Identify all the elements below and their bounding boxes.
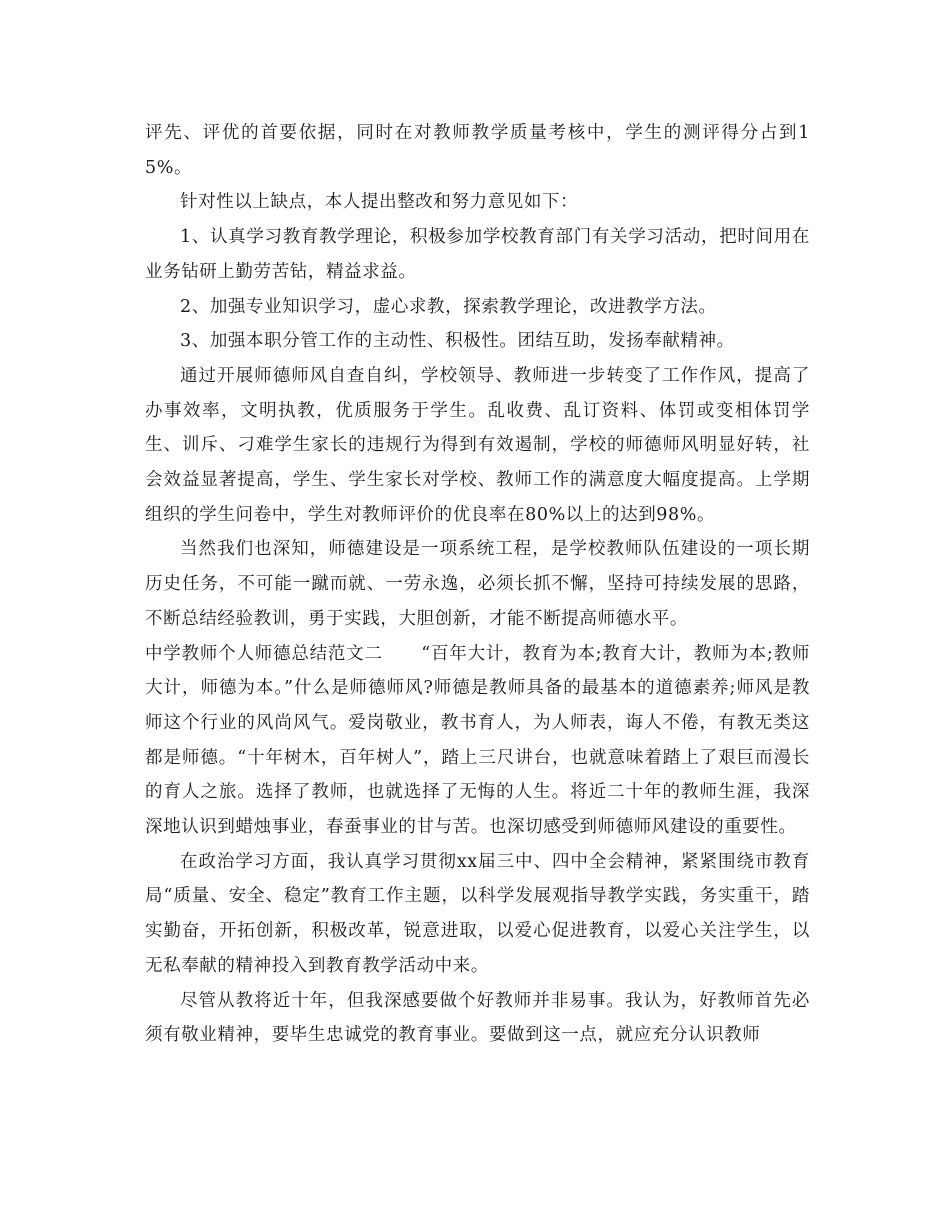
paragraph-4: 2、加强专业知识学习，虚心求教，探索教学理论，改进教学方法。: [180, 296, 717, 317]
paragraph-9: 在政治学习方面，我认真学习贯彻xx届三中、四中全会精神，紧紧围绕市教育局“质量、安全、稳定”教育工作主题，以科学发展观指导教学实践，务实重干，踏实勤奋，开拓创新，积极改革，锐意进取，以爱心促进教育，以爱心关注学生，以无私奉献的精神投入到教育教学活动中来。: [145, 851, 810, 976]
paragraph-6: 通过开展师德师风自查自纠，学校领导、教师进一步转变了工作作风，提高了办事效率，文明执教，优质服务于学生。乱收费、乱订资料、体罚或变相体罚学生、训斥、刁难学生家长的违规行为得到有效遏制，学校的师德师风明显好转，社会效益显著提高，学生、学生家长对学校、教师工作的满意度大幅度提高。上学期组织的学生问卷中，学生对教师评价的优良率在80%以上的达到98%。: [145, 365, 810, 525]
paragraph-2: 针对性以上缺点，本人提出整改和努力意见如下：: [180, 192, 579, 213]
section-heading: 中学教师个人师德总结范文二: [145, 643, 383, 664]
paragraph-1: 评先、评优的首要依据，同时在对教师教学质量考核中，学生的测评得分占到15%。: [145, 123, 810, 178]
document-body: [145, 116, 810, 1053]
section-paragraph: [145, 637, 810, 845]
paragraph-10: 尽管从教将近十年，但我深感要做个好教师并非易事。我认为，好教师首先必须有敬业精神，要毕生忠诚党的教育事业。要做到这一点，就应充分认识教师: [145, 990, 810, 1046]
paragraph-7: 当然我们也深知，师德建设是一项系统工程，是学校教师队伍建设的一项长期历史任务，不可能一蹴而就、一劳永逸，必须长抓不懈，坚持可持续发展的思路，不断总结经验教训，勇于实践，大胆创新，才能不断提高师德水平。: [145, 539, 810, 629]
section-first-text: “百年大计，教育为本;教育大计，教师为本;教师大计，师德为本。”什么是师德师风?师德是教师具备的最基本的道德素养;师风是教师这个行业的风尚风气。爱岗敬业，教书育人，为人师表，诲人不倦，有教无类这都是师德。“十年树木，百年树人”，踏上三尺讲台，也就意味着踏上了艰巨而漫长的育人之旅。选择了教师，也就选择了无悔的人生。将近二十年的教师生涯，我深深地认识到蜡烛事业，春蚕事业的甘与苦。也深切感受到师德师风建设的重要性。: [145, 643, 810, 838]
paragraph-3: 1、认真学习教育教学理论，积极参加学校教育部门有关学习活动，把时间用在业务钻研上勤劳苦钻，精益求益。: [145, 227, 810, 282]
paragraph-5: 3、加强本职分管工作的主动性、积极性。团结互助，发扬奉献精神。: [180, 331, 735, 352]
